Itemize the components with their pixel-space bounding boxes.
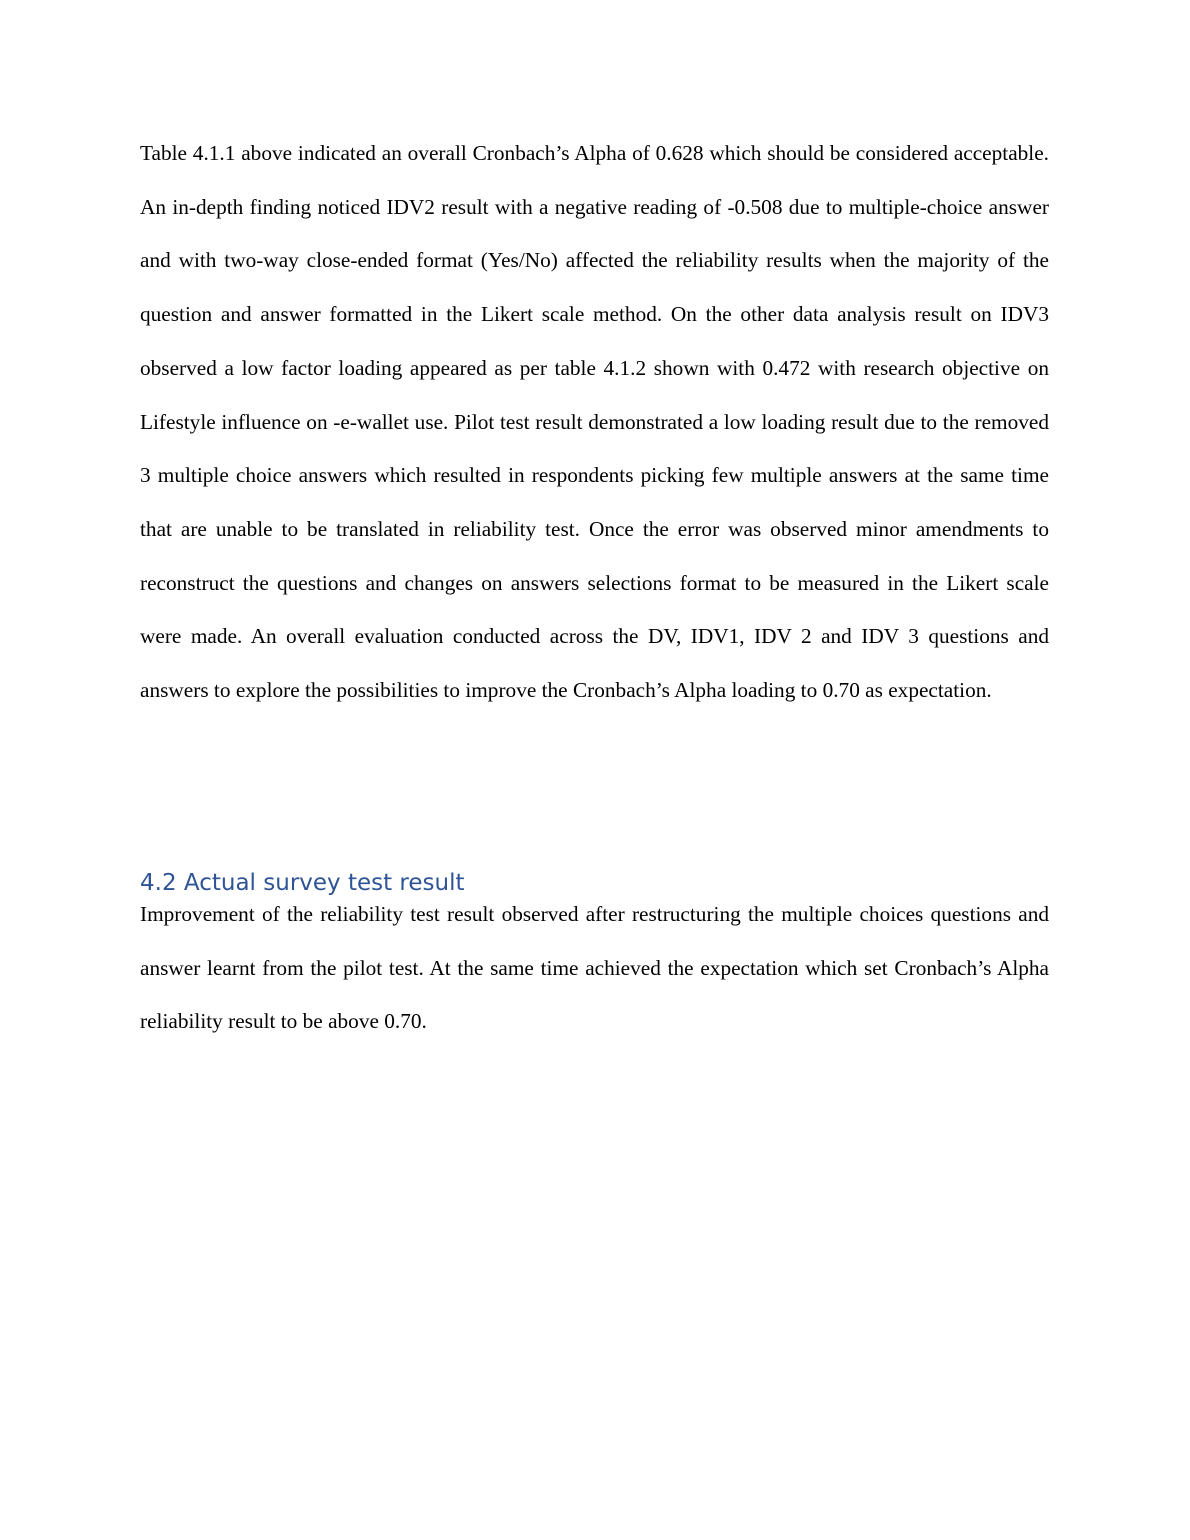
body-paragraph-actual-survey: Improvement of the reliability test result observed after restructuring the multiple choices questions and answer learnt from the pilot test. At the same time achieved the expectation which set Cronbach’s Alpha reliability result to be above 0.70. — [140, 902, 1049, 1034]
section-heading-actual-survey: 4.2 Actual survey test result — [140, 870, 465, 896]
body-paragraph-reliability-pilot: Table 4.1.1 above indicated an overall Cronbach’s Alpha of 0.628 which should be considered acceptable. An in-depth finding noticed IDV2 result with a negative reading of -0.508 due to multiple-choice answer and with two-way close-ended format (Yes/No) affected the reliability results when the majority of the question and answer formatted in the Likert scale method. On the other data analysis result on IDV3 observed a low factor loading appeared as per table 4.1.2 shown with 0.472 with research objective on Lifestyle influence on -e-wallet use. Pilot test result demonstrated a low loading result due to the removed 3 multiple choice answers which resulted in respondents picking few multiple answers at the same time that are unable to be translated in reliability test. Once the error was observed minor amendments to reconstruct the questions and changes on answers selections format to be measured in the Likert scale were made. An overall evaluation conducted across the DV, IDV1, IDV 2 and IDV 3 questions and answers to explore the possibilities to improve the Cronbach’s Alpha loading to 0.70 as expectation. — [140, 141, 1049, 703]
